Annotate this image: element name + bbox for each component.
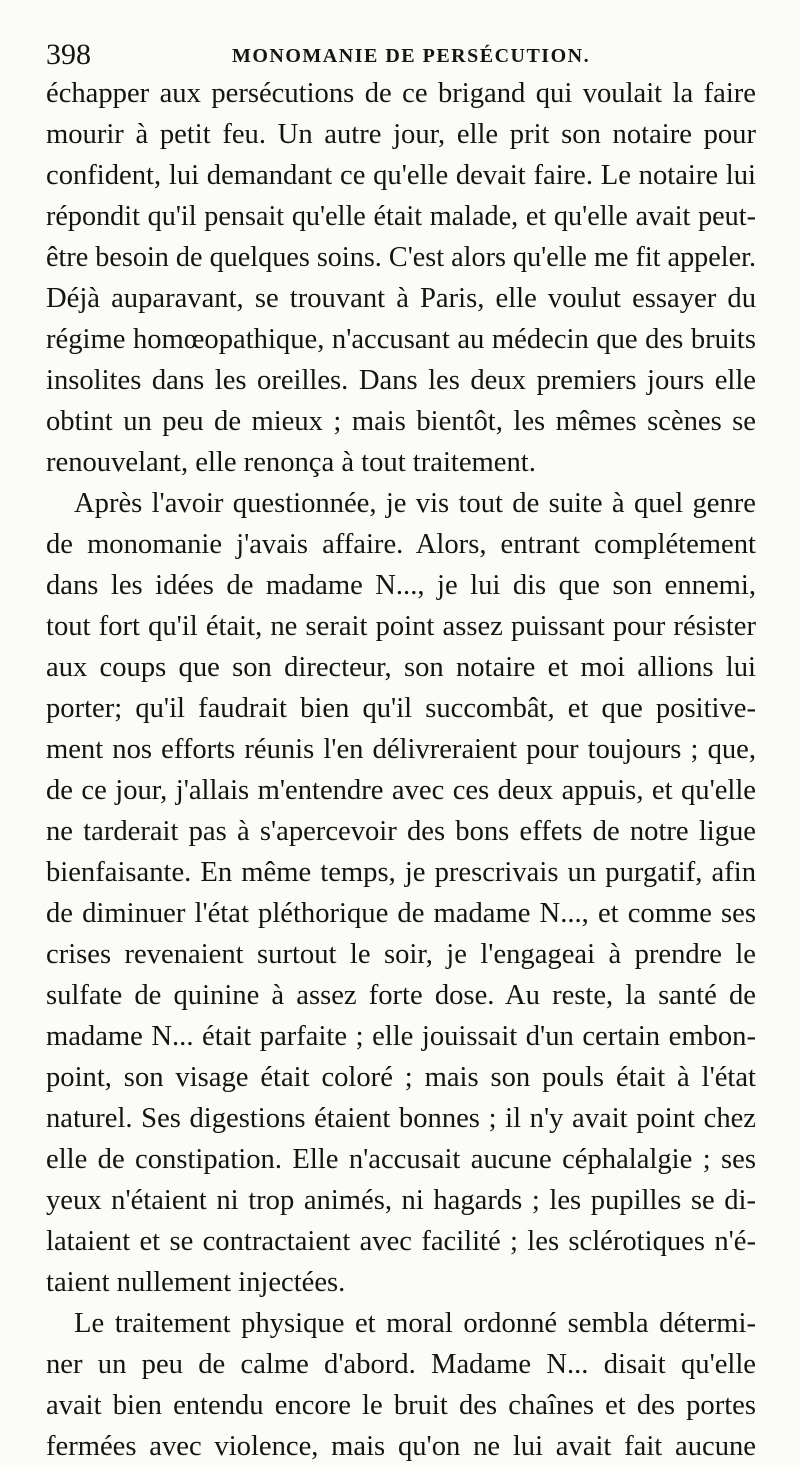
text-line: de diminuer l'état pléthorique de madame N..., et comme ses: [46, 898, 756, 929]
text-line: Le traitement physique et moral ordonné sembla détermi-: [74, 1308, 756, 1339]
text-line: être besoin de quelques soins. C'est alors qu'elle me fit appeler.: [46, 242, 756, 273]
page-number: 398: [46, 38, 91, 71]
text-line: ne tarderait pas à s'apercevoir des bons effets de notre ligue: [46, 816, 756, 847]
text-line: yeux n'étaient ni trop animés, ni hagards ; les pupilles se di-: [46, 1185, 756, 1216]
text-line: échapper aux persécutions de ce brigand qui voulait la faire: [46, 78, 756, 109]
text-line: répondit qu'il pensait qu'elle était malade, et qu'elle avait peut-: [46, 201, 756, 232]
text-line: crises revenaient surtout le soir, je l'engageai à prendre le: [46, 939, 756, 970]
body-text: [46, 73, 756, 1467]
text-line: dans les idées de madame N..., je lui dis que son ennemi,: [46, 570, 756, 601]
page-header: [46, 38, 760, 78]
text-line: taient nullement injectées.: [46, 1267, 346, 1298]
text-line: mourir à petit feu. Un autre jour, elle prit son notaire pour: [46, 119, 756, 150]
text-line: elle de constipation. Elle n'accusait aucune céphalalgie ; ses: [46, 1144, 756, 1175]
text-line: lataient et se contractaient avec facilité ; les sclérotiques n'é-: [46, 1226, 756, 1257]
running-title: MONOMANIE DE PERSÉCUTION.: [232, 45, 591, 67]
text-line: obtint un peu de mieux ; mais bientôt, les mêmes scènes se: [46, 406, 756, 437]
text-line: naturel. Ses digestions étaient bonnes ; il n'y avait point chez: [46, 1103, 756, 1134]
text-line: Après l'avoir questionnée, je vis tout de suite à quel genre: [74, 488, 756, 519]
text-line: régime homœopathique, n'accusant au médecin que des bruits: [46, 324, 756, 355]
text-line: madame N... était parfaite ; elle jouissait d'un certain embon-: [46, 1021, 756, 1052]
text-line: de monomanie j'avais affaire. Alors, entrant complétement: [46, 529, 756, 560]
text-line: Déjà auparavant, se trouvant à Paris, elle voulut essayer du: [46, 283, 756, 314]
text-line: sulfate de quinine à assez forte dose. Au reste, la santé de: [46, 980, 756, 1011]
text-line: ner un peu de calme d'abord. Madame N... disait qu'elle: [46, 1349, 756, 1380]
text-line: porter; qu'il faudrait bien qu'il succombât, et que positive-: [46, 693, 756, 724]
text-line: insolites dans les oreilles. Dans les deux premiers jours elle: [46, 365, 756, 396]
text-line: tout fort qu'il était, ne serait point assez puissant pour résister: [46, 611, 756, 642]
text-line: fermées avec violence, mais qu'on ne lui avait fait aucune: [46, 1431, 756, 1462]
text-line: aux coups que son directeur, son notaire et moi allions lui: [46, 652, 756, 683]
text-line: confident, lui demandant ce qu'elle devait faire. Le notaire lui: [46, 160, 756, 191]
text-line: ment nos efforts réunis l'en délivreraient pour toujours ; que,: [46, 734, 756, 765]
text-line: de ce jour, j'allais m'entendre avec ces deux appuis, et qu'elle: [46, 775, 756, 806]
text-line: point, son visage était coloré ; mais son pouls était à l'état: [46, 1062, 756, 1093]
text-line: avait bien entendu encore le bruit des chaînes et des portes: [46, 1390, 756, 1421]
text-line: bienfaisante. En même temps, je prescrivais un purgatif, afin: [46, 857, 756, 888]
text-line: renouvelant, elle renonça à tout traitement.: [46, 447, 536, 478]
